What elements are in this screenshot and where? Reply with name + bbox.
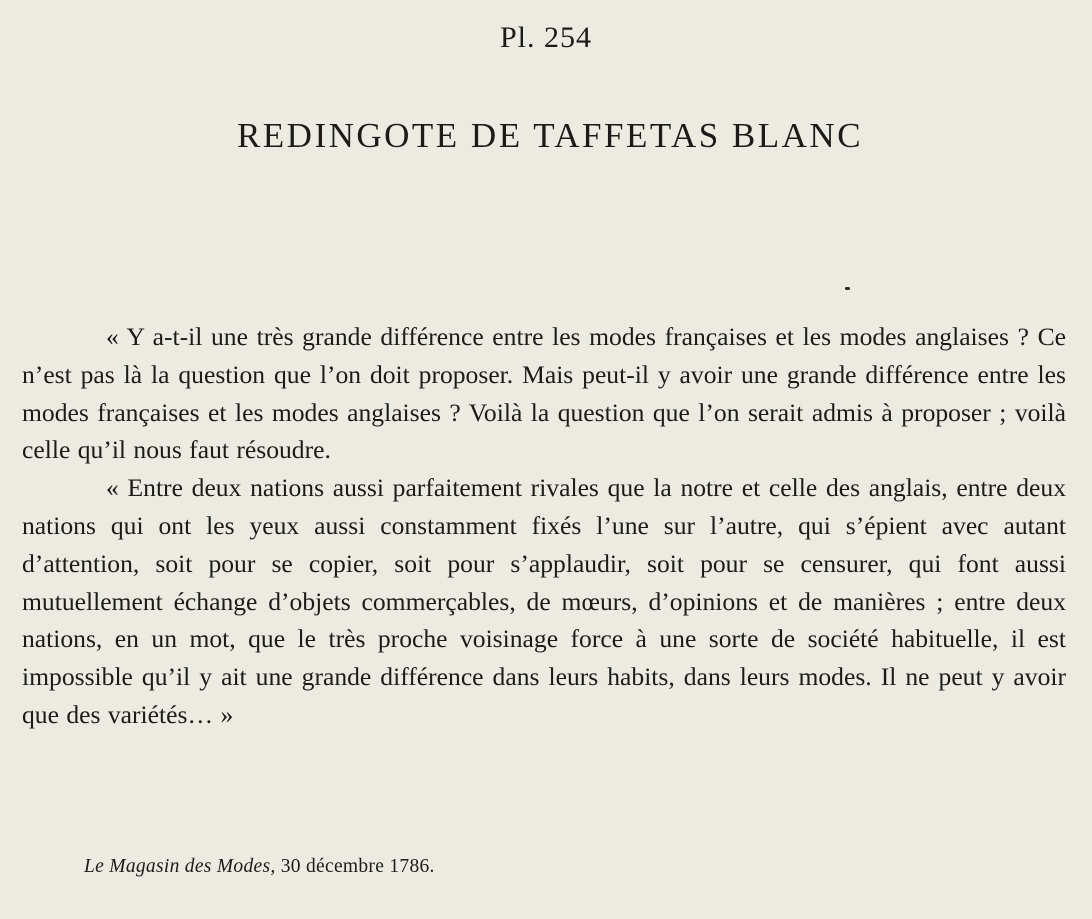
- ink-speck: [845, 287, 850, 290]
- plate-title: REDINGOTE DE TAFFETAS BLANC: [236, 116, 864, 155]
- quotation-body: [22, 318, 1066, 734]
- plate-number: Pl. 254: [499, 21, 593, 54]
- citation-source: Le Magasin des Modes,: [84, 856, 276, 877]
- quotation-paragraph: « Entre deux nations aussi parfaitement rivales que la notre et celle des anglais, entre deux nations qui ont les yeux aussi constamment fixés l’une sur l’autre, qui s’épient avec autant d’attention, soit pour se copier, soit pour s’applaudir, soit pour se censurer, qui font aussi mutuellement échange d’objets commerçables, de mœurs, d’opinions et de manières ; entre deux nations, en un mot, que le très proche voisinage force à une sorte de société habituelle, il est impossible qu’il y ait une grande différence dans leurs habits, dans leurs modes. Il ne peut y avoir que des variétés… »: [22, 473, 1066, 729]
- citation-date: 30 décembre 1786.: [275, 856, 435, 877]
- citation: [84, 853, 435, 881]
- quotation-paragraph: « Y a-t-il une très grande différence entre les modes françaises et les modes anglaises ? Ce n’est pas là la question que l’on doit proposer. Mais peut-il y avoir une grande différence entre les modes françaises et les modes anglaises ? Voilà la question que l’on serait admis à proposer ; voilà celle qu’il nous faut résoudre.: [22, 322, 1066, 465]
